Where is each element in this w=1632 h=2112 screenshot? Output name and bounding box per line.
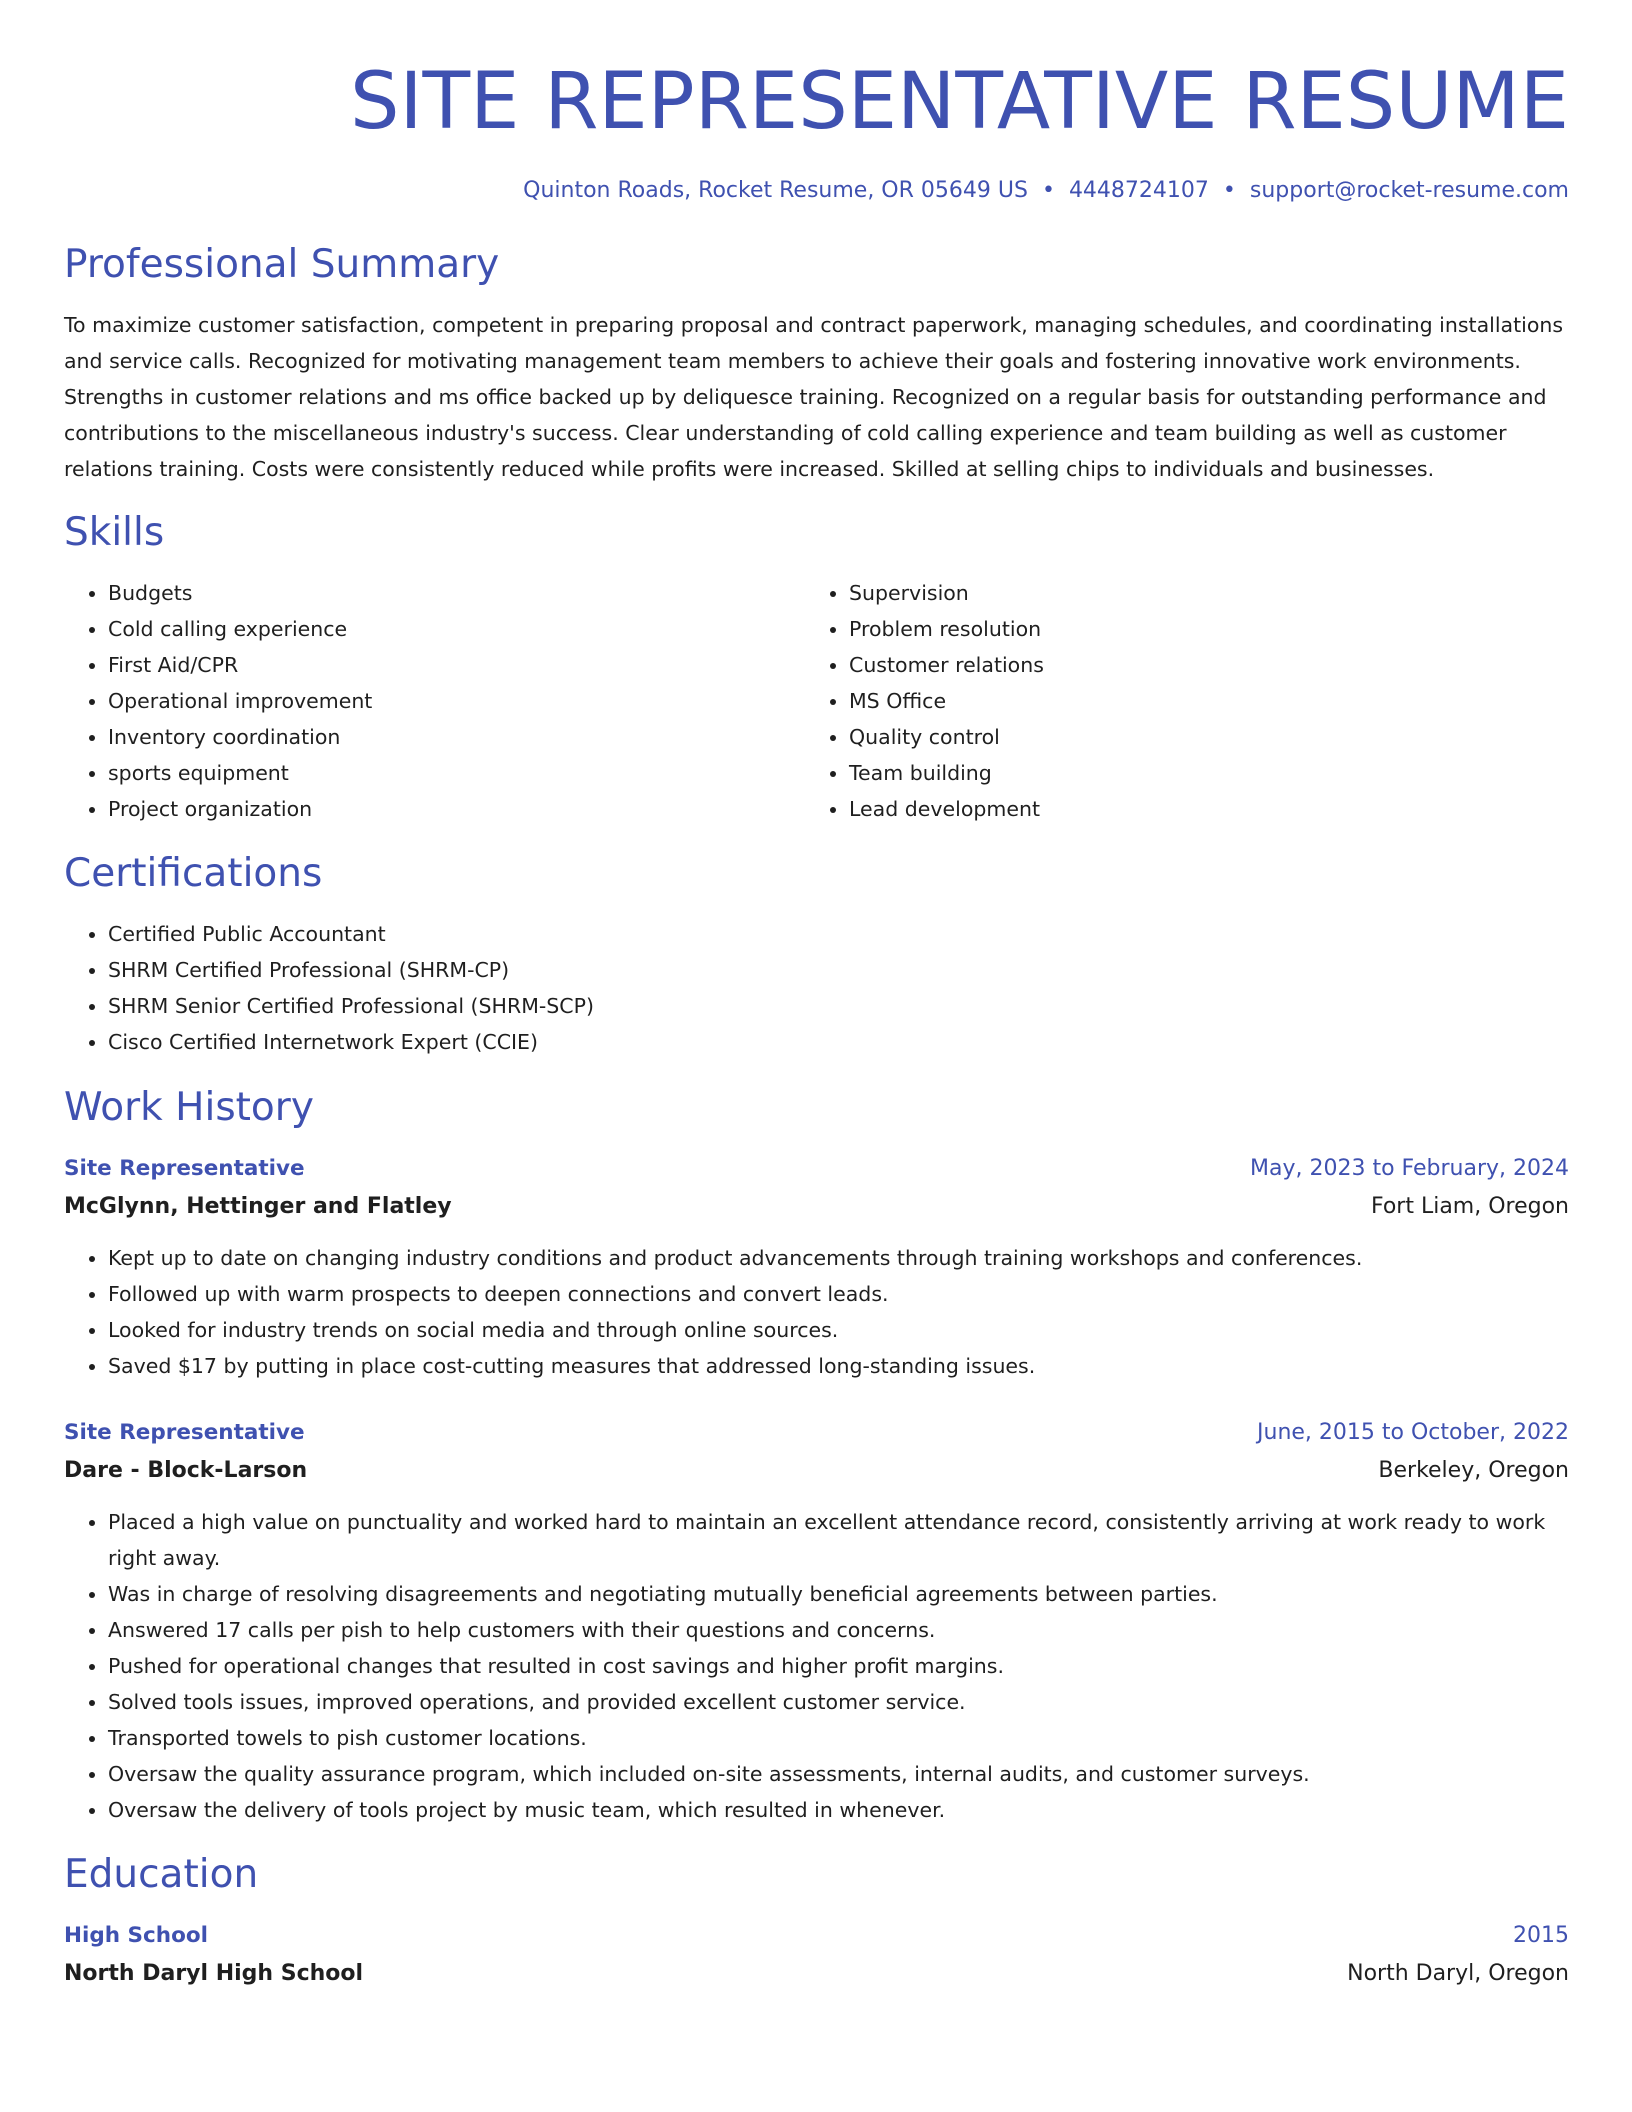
certification-item: • Cisco Certified Internetwork Expert (CCIE) xyxy=(108,1024,1569,1060)
job-entry xyxy=(64,1150,1569,1384)
summary-heading: Professional Summary xyxy=(64,242,500,287)
contact-email: support@rocket-resume.com xyxy=(1249,178,1569,203)
job-duty: • Oversaw the quality assurance program, which included on-site assessments, internal audits, and customer surveys. xyxy=(108,1756,1569,1792)
certifications-list xyxy=(64,916,1569,1060)
skills-list-left xyxy=(64,575,805,827)
job-duty: • Followed up with warm prospects to deepen connections and convert leads. xyxy=(108,1276,1569,1312)
job-duty: • Was in charge of resolving disagreements and negotiating mutually beneficial agreements between parties. xyxy=(108,1576,1569,1612)
education-section xyxy=(64,1850,1569,1993)
skills-heading: Skills xyxy=(64,510,165,555)
certifications-section xyxy=(64,849,1569,1060)
job-entry xyxy=(64,1414,1569,1828)
job-location: Berkeley, Oregon xyxy=(1378,1458,1569,1483)
contact-address: Quinton Roads, Rocket Resume, OR 05649 US xyxy=(523,178,1028,203)
skill-item: • Budgets xyxy=(108,575,805,611)
contact-separator: • xyxy=(1041,178,1055,203)
job-duty: • Pushed for operational changes that resulted in cost savings and higher profit margins. xyxy=(108,1648,1569,1684)
job-location: Fort Liam, Oregon xyxy=(1370,1194,1569,1219)
job-duties-list xyxy=(64,1504,1569,1828)
job-subheader xyxy=(64,1188,1569,1226)
job-duty: • Kept up to date on changing industry conditions and product advancements through training workshops and conferences. xyxy=(108,1240,1569,1276)
certification-item: • SHRM Senior Certified Professional (SHRM-SCP) xyxy=(108,988,1569,1024)
certification-item: • SHRM Certified Professional (SHRM-CP) xyxy=(108,952,1569,988)
resume-title: SITE REPRESENTATIVE RESUME xyxy=(349,57,1569,147)
work-history-section xyxy=(64,1083,1569,1828)
skill-item: • Project organization xyxy=(108,791,805,827)
education-year: 2015 xyxy=(1513,1923,1569,1948)
summary-text: To maximize customer satisfaction, competent in preparing proposal and contract paperwork, managing schedules, and coordinating installations and service calls. Recognized for motivating management team members to achieve their goals and fostering innovative work environments. Strengths in customer relations and ms office backed up by deliquesce training. Recognized on a regular basis for outstanding performance and contributions to the miscellaneous industry's success. Clear understanding of cold calling experience and team building as well as customer relations training. Costs were consistently reduced while profits were increased. Skilled at selling chips to individuals and businesses. xyxy=(64,313,1564,481)
job-title: Site Representative xyxy=(64,1156,305,1181)
education-entry xyxy=(64,1917,1569,1993)
contact-separator: • xyxy=(1222,178,1236,203)
skill-item: • Cold calling experience xyxy=(108,611,805,647)
skill-item: • Customer relations xyxy=(849,647,1546,683)
job-duties-list xyxy=(64,1240,1569,1384)
job-header xyxy=(64,1150,1569,1188)
job-duty: • Solved tools issues, improved operations, and provided excellent customer service. xyxy=(108,1684,1569,1720)
skill-item: • Team building xyxy=(849,755,1546,791)
education-heading: Education xyxy=(64,1852,259,1897)
skills-column-left xyxy=(64,575,805,827)
skill-item: • Operational improvement xyxy=(108,683,805,719)
skills-column-right xyxy=(805,575,1546,827)
job-subheader xyxy=(64,1452,1569,1490)
job-dates: May, 2023 to February, 2024 xyxy=(1250,1156,1569,1181)
skill-item: • Lead development xyxy=(849,791,1546,827)
education-location: North Daryl, Oregon xyxy=(1347,1961,1569,1986)
job-duty: • Oversaw the delivery of tools project by music team, which resulted in whenever. xyxy=(108,1792,1569,1828)
contact-phone: 4448724107 xyxy=(1068,178,1209,203)
skill-item: • Inventory coordination xyxy=(108,719,805,755)
job-company: Dare - Block-Larson xyxy=(64,1458,308,1483)
job-company: McGlynn, Hettinger and Flatley xyxy=(64,1194,452,1219)
skills-section xyxy=(64,508,1569,827)
certification-item: • Certified Public Accountant xyxy=(108,916,1569,952)
job-title: Site Representative xyxy=(64,1420,305,1445)
job-duty: • Answered 17 calls per pish to help customers with their questions and concerns. xyxy=(108,1612,1569,1648)
education-degree: High School xyxy=(64,1923,208,1948)
skill-item: • First Aid/CPR xyxy=(108,647,805,683)
education-header xyxy=(64,1917,1569,1955)
work-history-heading: Work History xyxy=(64,1085,314,1130)
summary-section xyxy=(64,240,1569,487)
job-dates: June, 2015 to October, 2022 xyxy=(1257,1420,1569,1445)
certifications-heading: Certifications xyxy=(64,851,323,896)
skills-list-right xyxy=(805,575,1546,827)
job-duty: • Transported towels to pish customer locations. xyxy=(108,1720,1569,1756)
skill-item: • MS Office xyxy=(849,683,1546,719)
skill-item: • Quality control xyxy=(849,719,1546,755)
job-duty: • Placed a high value on punctuality and worked hard to maintain an excellent attendance record, consistently arriving at work ready to work right away. xyxy=(108,1504,1569,1576)
education-subheader xyxy=(64,1955,1569,1993)
skill-item: • Supervision xyxy=(849,575,1546,611)
skill-item: • sports equipment xyxy=(108,755,805,791)
education-school: North Daryl High School xyxy=(64,1961,364,1986)
skills-grid xyxy=(64,575,1569,827)
job-duty: • Looked for industry trends on social media and through online sources. xyxy=(108,1312,1569,1348)
skill-item: • Problem resolution xyxy=(849,611,1546,647)
job-duty: • Saved $17 by putting in place cost-cutting measures that addressed long-standing issues. xyxy=(108,1348,1569,1384)
job-header xyxy=(64,1414,1569,1452)
contact-line xyxy=(64,176,1569,206)
resume-header xyxy=(64,0,1569,206)
